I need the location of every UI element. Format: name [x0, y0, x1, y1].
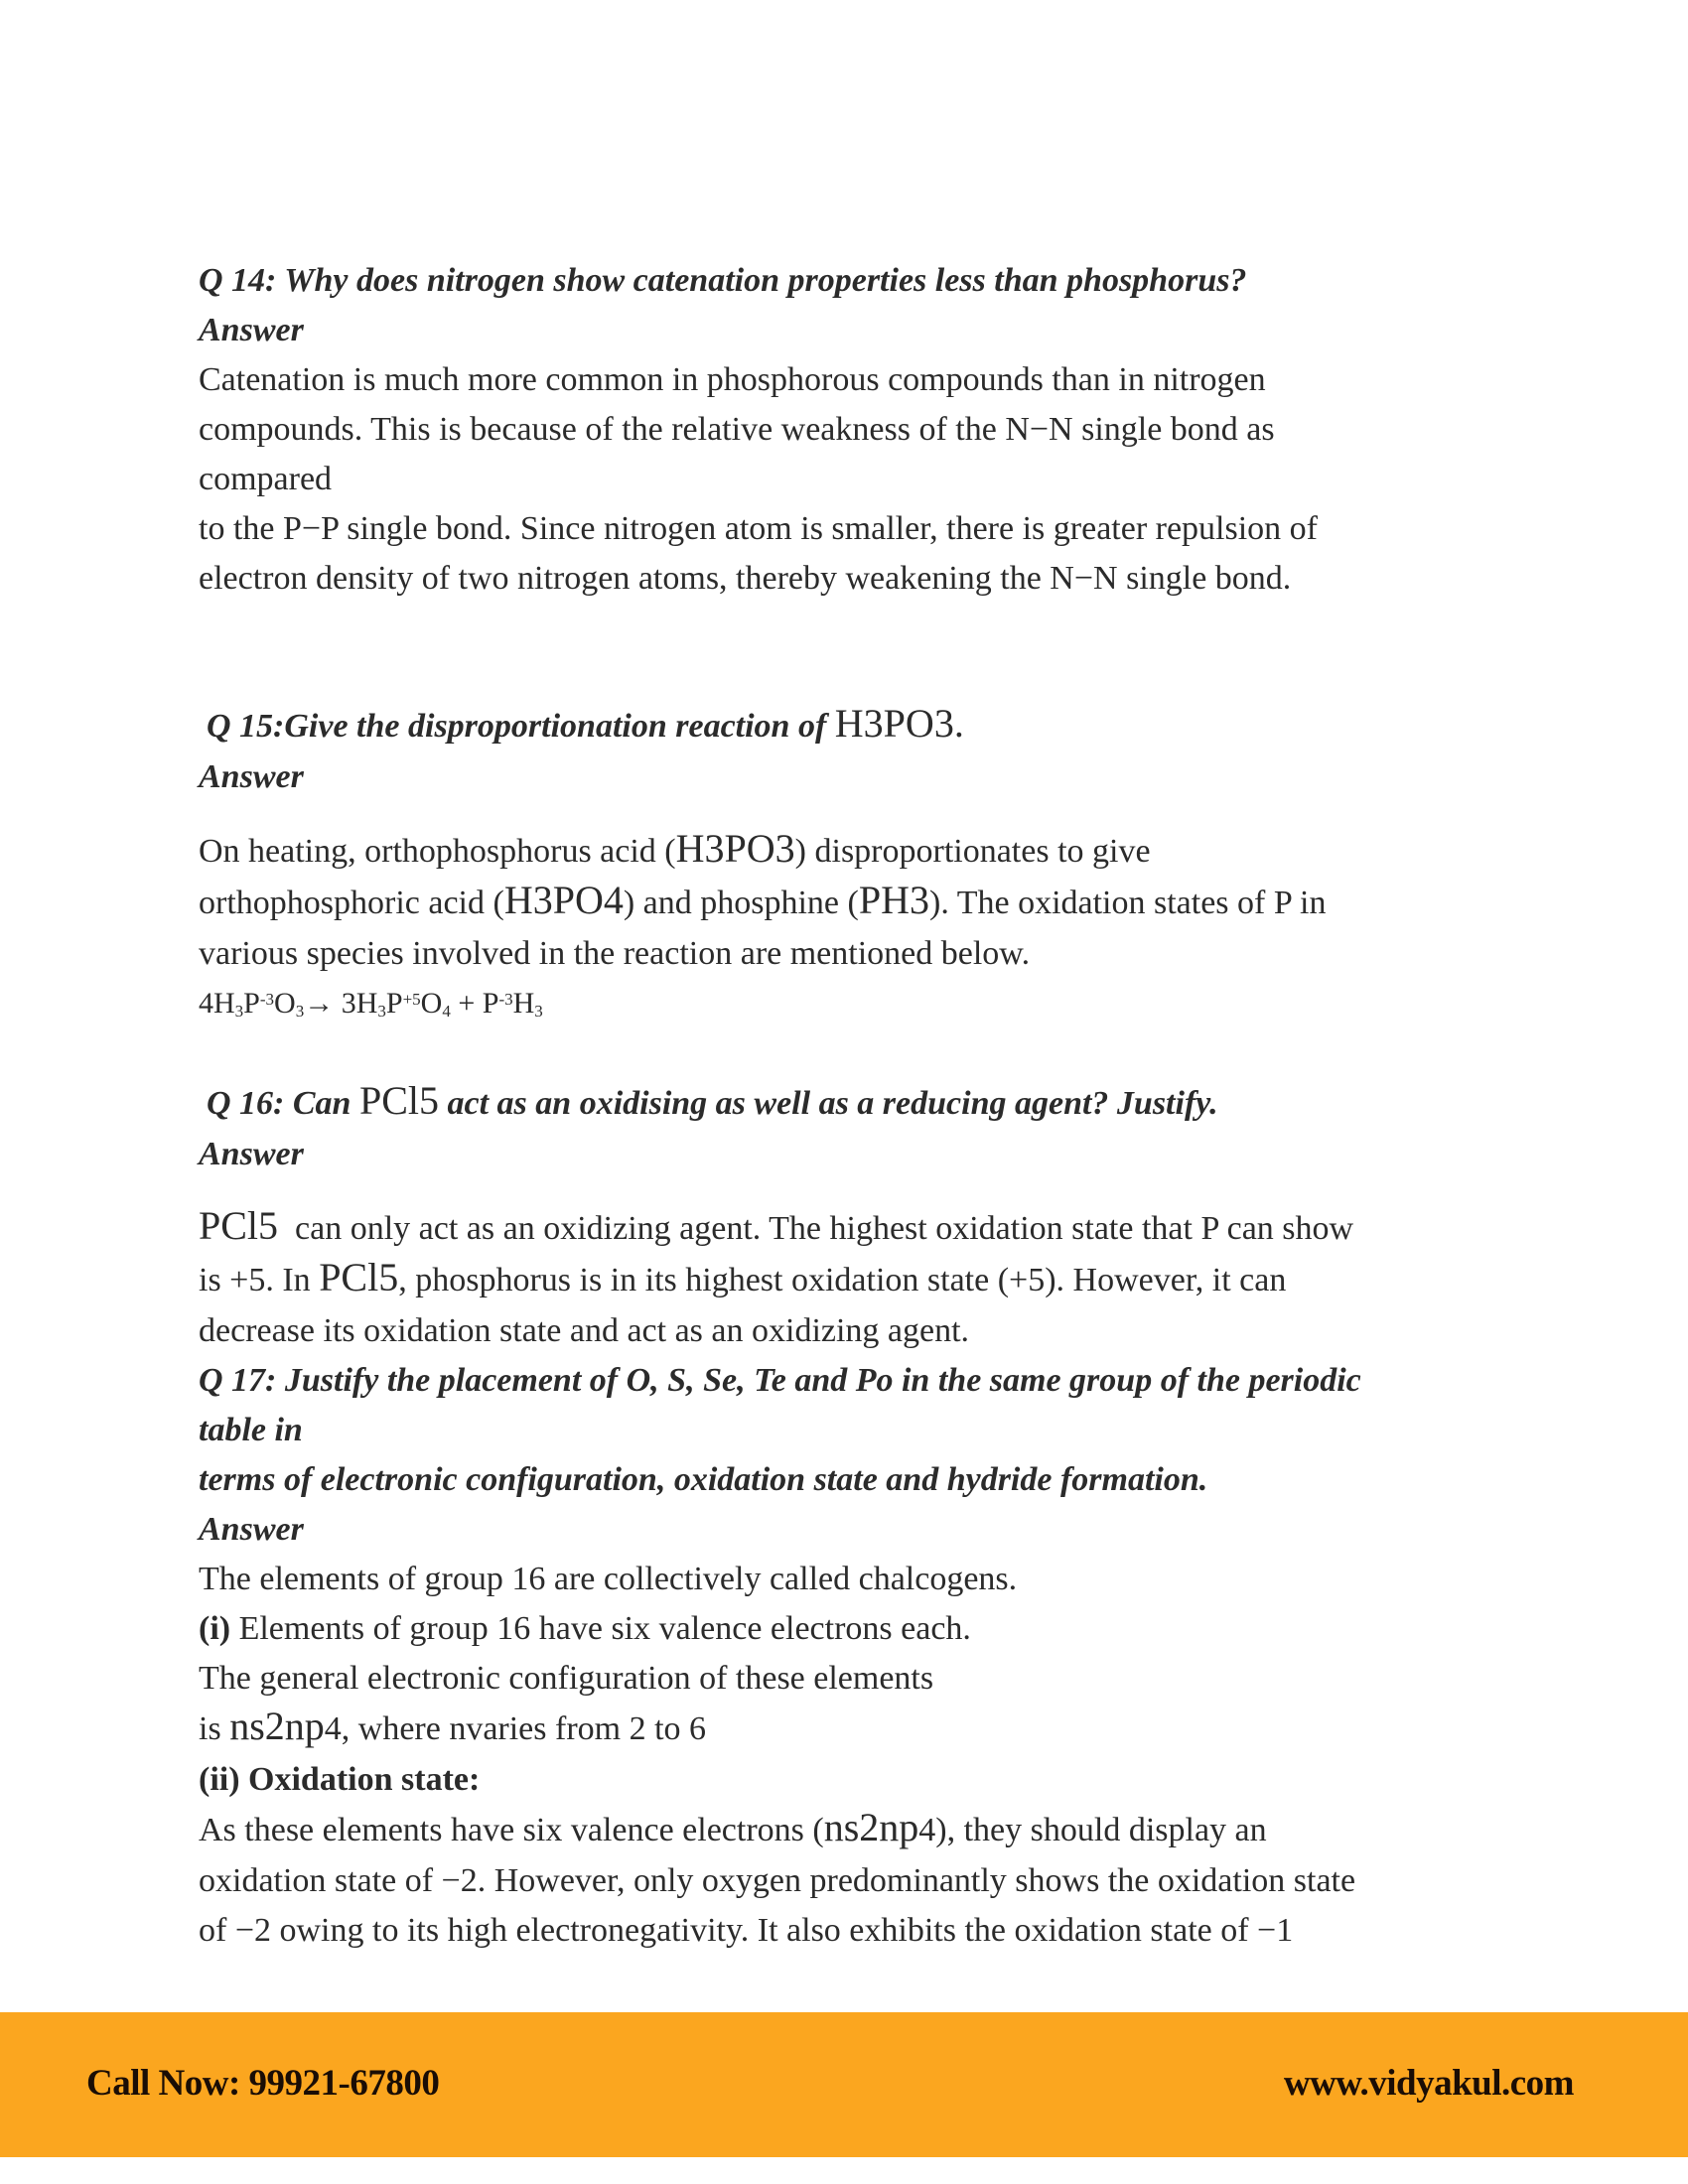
- eq-part: O: [420, 987, 443, 1020]
- document-body: [199, 256, 1529, 1956]
- question-16-answer-line: decrease its oxidation state and act as an oxidizing agent.: [199, 1312, 970, 1349]
- question-15-prefix: Q 15:Give the disproportionation reaction of: [207, 708, 835, 745]
- eq-oxidation-state: -3: [259, 990, 275, 1009]
- formula-h3po4: H3PO4: [503, 878, 624, 922]
- question-17-answer-line: of −2 owing to its high electronegativity. It also exhibits the oxidation state of −1: [199, 1912, 1294, 1949]
- text: is +5. In: [199, 1262, 320, 1298]
- list-marker: (i): [199, 1610, 231, 1647]
- footer-website-link[interactable]: www.vidyakul.com: [1283, 2063, 1574, 2104]
- formula-h3po3: H3PO3: [675, 826, 795, 871]
- spacer: [199, 604, 1529, 701]
- question-15-answer-label: Answer: [199, 758, 304, 795]
- eq-part: H: [512, 987, 535, 1020]
- formula-ns2np: ns2np: [823, 1805, 919, 1849]
- question-17-answer-line: The general electronic configuration of these elements: [199, 1660, 934, 1697]
- question-16-title: [199, 1078, 1529, 1130]
- eq-oxidation-state: -3: [498, 990, 513, 1009]
- text: is: [199, 1710, 230, 1747]
- text: As these elements have six valence electrons (: [199, 1812, 824, 1848]
- oxidation-state-heading: (ii) Oxidation state:: [199, 1761, 481, 1798]
- question-16-answer-label: Answer: [199, 1136, 304, 1172]
- spacer: [199, 1028, 1529, 1078]
- formula-end: 4: [324, 1710, 342, 1747]
- eq-oxidation-state: +5: [402, 990, 421, 1009]
- question-14-answer-line: Catenation is much more common in phosphorous compounds than in nitrogen: [199, 361, 1266, 398]
- question-16-answer-line: [199, 1203, 1529, 1255]
- question-17-answer-line: [199, 1604, 1529, 1654]
- text: act as an oxidising as well as a reducing agent? Justify.: [439, 1085, 1218, 1122]
- question-14-answer-line: to the P−P single bond. Since nitrogen atom is smaller, there is greater repulsion of: [199, 510, 1318, 547]
- eq-part: O: [274, 987, 296, 1020]
- spacer: [199, 1179, 1529, 1203]
- question-17-title-line: table in: [199, 1412, 303, 1448]
- eq-subscript: 3: [295, 1002, 305, 1021]
- eq-plus: +: [450, 987, 483, 1020]
- text: ) and phosphine (: [623, 885, 859, 921]
- text: , where nvaries from 2 to 6: [341, 1710, 707, 1747]
- question-17-answer-line: [199, 1704, 1529, 1755]
- eq-subscript: 3: [234, 1002, 244, 1021]
- question-14-answer-line: compounds. This is because of the relative weakness of the N−N single bond as: [199, 411, 1275, 448]
- formula-pcl5: PCl5: [319, 1255, 399, 1299]
- formula-pcl5: PCl5: [199, 1203, 279, 1248]
- eq-part: P: [243, 987, 260, 1020]
- question-17-answer-line: The elements of group 16 are collectively called chalcogens.: [199, 1561, 1018, 1597]
- question-15-title: [199, 701, 1529, 752]
- eq-part: P: [385, 987, 403, 1020]
- spacer: [199, 802, 1529, 826]
- question-15-answer-line: various species involved in the reaction are mentioned below.: [199, 935, 1031, 972]
- text: ). The oxidation states of P in: [929, 885, 1327, 921]
- question-17-title-line: terms of electronic configuration, oxidation state and hydride formation.: [199, 1461, 1208, 1498]
- eq-part: P: [482, 987, 499, 1020]
- footer-phone[interactable]: Call Now: 99921-67800: [86, 2063, 440, 2104]
- text: can only act as an oxidizing agent. The highest oxidation state that P can show: [278, 1210, 1354, 1247]
- question-14-answer-label: Answer: [199, 312, 304, 348]
- text: ), they should display an: [935, 1812, 1267, 1848]
- footer-banner: [0, 2012, 1688, 2157]
- question-15-answer-line: [199, 826, 1529, 878]
- text: Elements of group 16 have six valence electrons each.: [230, 1610, 971, 1647]
- question-14-answer-line: electron density of two nitrogen atoms, thereby weakening the N−N single bond.: [199, 560, 1292, 597]
- question-15-formula: H3PO3: [834, 701, 954, 746]
- question-17-answer-label: Answer: [199, 1511, 304, 1548]
- eq-subscript: 3: [534, 1002, 543, 1021]
- question-17-answer-line: [199, 1805, 1529, 1856]
- eq-part: 4H: [199, 987, 235, 1020]
- eq-subscript: 4: [442, 1002, 451, 1021]
- arrow-icon: →: [304, 987, 335, 1020]
- text: , phosphorus is in its highest oxidation state (+5). However, it can: [398, 1262, 1287, 1298]
- eq-part: 3H: [334, 987, 378, 1020]
- question-15-answer-line: [199, 878, 1529, 929]
- text: orthophosphoric acid (: [199, 885, 504, 921]
- formula-pcl5: PCl5: [358, 1078, 440, 1123]
- disproportionation-equation: [199, 979, 1529, 1028]
- formula-end: 4: [918, 1812, 936, 1848]
- formula-ns2np: ns2np: [229, 1704, 325, 1748]
- text: On heating, orthophosphorus acid (: [199, 833, 676, 870]
- text: Q 16: Can: [207, 1085, 359, 1122]
- question-16-answer-line: [199, 1255, 1529, 1306]
- question-15-suffix: .: [953, 701, 964, 746]
- formula-ph3: PH3: [858, 878, 929, 922]
- question-14-title: Q 14: Why does nitrogen show catenation properties less than phosphorus?: [199, 262, 1247, 299]
- question-17-answer-line: oxidation state of −2. However, only oxygen predominantly shows the oxidation state: [199, 1862, 1356, 1899]
- question-14-answer-line: compared: [199, 461, 333, 497]
- eq-subscript: 3: [377, 1002, 386, 1021]
- question-17-title-line: Q 17: Justify the placement of O, S, Se, Te and Po in the same group of the periodic: [199, 1362, 1361, 1399]
- text: ) disproportionates to give: [794, 833, 1151, 870]
